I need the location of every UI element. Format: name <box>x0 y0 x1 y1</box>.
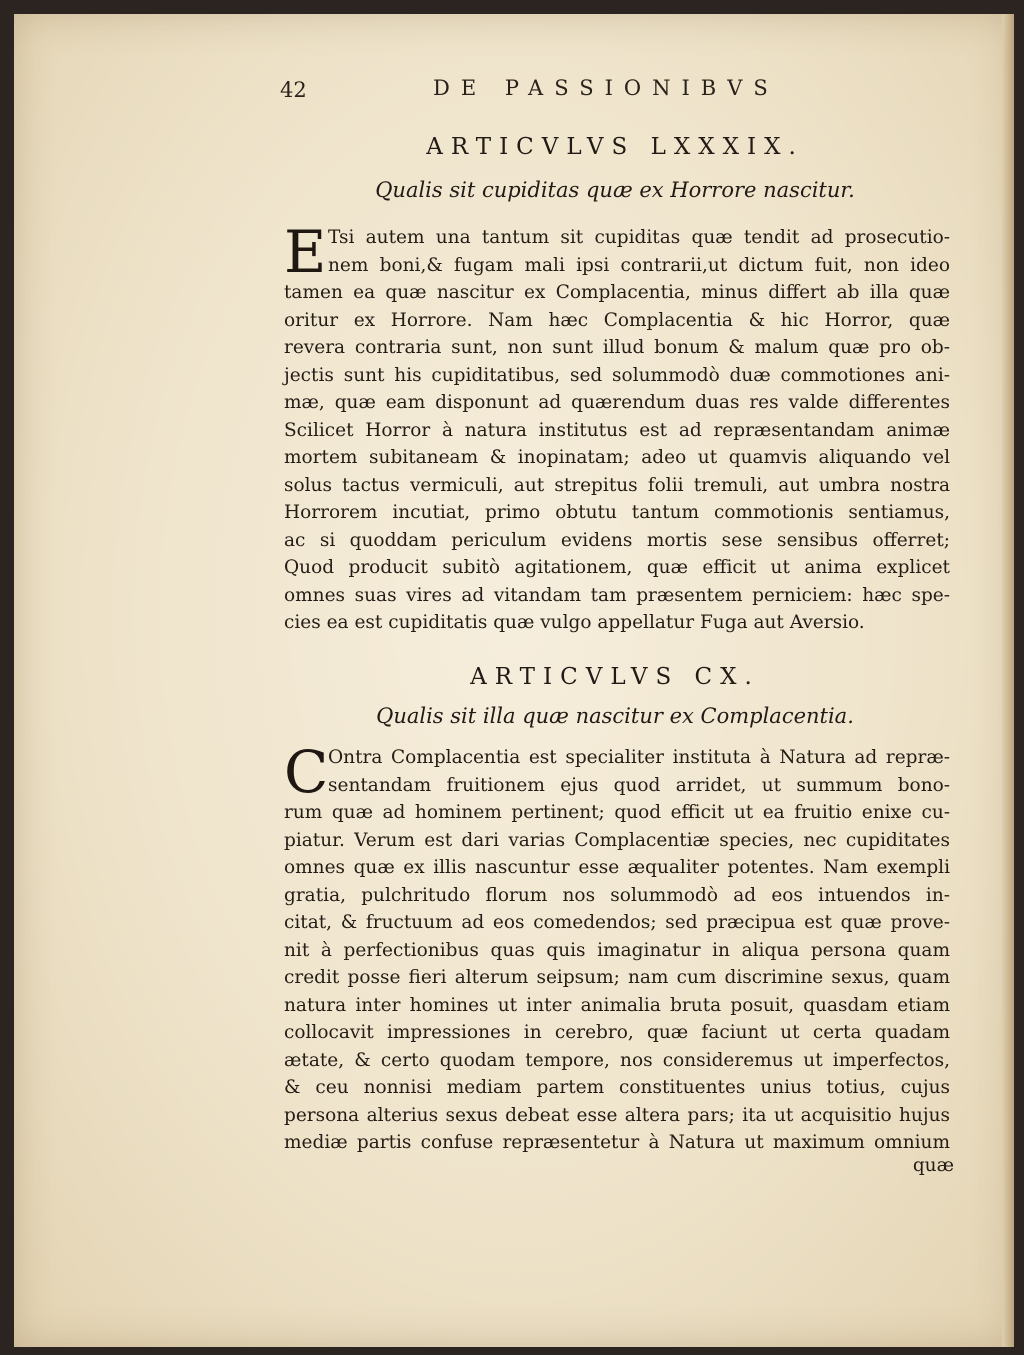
body-line: omnes suas vires ad vitandam tam præsentem perniciem: hæc spe- <box>284 584 950 606</box>
body-line: solus tactus vermiculi, aut strepitus folii tremuli, aut umbra nostra <box>284 474 950 496</box>
drop-cap: E <box>284 218 327 286</box>
body-line: mæ, quæ eam disponunt ad quærendum duas res valde differentes <box>284 392 950 413</box>
body-line: nit à perfectionibus quas quis imaginatur in aliqua persona quam <box>284 939 950 961</box>
body-line: Ontra Complacentia est specialiter instituta à Natura ad repræ- <box>328 747 950 768</box>
body-line: Tsi autem una tantum sit cupiditas quæ tendit ad prosecutio- <box>328 227 950 248</box>
body-line: gratia, pulchritudo florum nos solummodò ad eos intuendos in- <box>284 884 950 906</box>
body-line: mediæ partis confuse repræsentetur à Natura ut maximum omnium <box>284 1132 950 1153</box>
body-line: natura inter homines ut inter animalia bruta posuit, quasdam etiam <box>284 994 950 1016</box>
body-line: ac si quoddam periculum evidens mortis sese sensibus offerret; <box>284 529 950 551</box>
body-line: Quod producit subitò agitationem, quæ efficit ut anima explicet <box>284 557 950 578</box>
body-line: revera contraria sunt, non sunt illud bonum & malum quæ pro ob- <box>284 337 950 358</box>
body-line: piatur. Verum est dari varias Complacentiæ species, nec cupiditates <box>284 829 950 851</box>
running-title: DE PASSIONIBVS <box>433 76 779 100</box>
body-line: tamen ea quæ nascitur ex Complacentia, minus differt ab illa quæ <box>284 282 950 303</box>
body-line: jectis sunt his cupiditatibus, sed solummodò duæ commotiones ani- <box>284 364 950 386</box>
page-edge <box>1002 14 1014 1347</box>
body-line: nem boni,& fugam mali ipsi contrarii,ut dictum fuit, non ideo <box>328 254 950 276</box>
body-line: cies ea est cupiditatis quæ vulgo appellatur Fuga aut Aversio. <box>284 612 865 633</box>
drop-cap: C <box>284 738 329 806</box>
catchword: quæ <box>912 1155 954 1176</box>
article-subtitle-89: Qualis sit cupiditas quæ ex Horrore nascitur. <box>375 178 855 202</box>
body-line: persona alterius sexus debeat esse altera pars; ita ut acquisitio hujus <box>284 1104 950 1126</box>
body-line: oritur ex Horrore. Nam hæc Complacentia & hic Horror, quæ <box>284 309 950 331</box>
body-line: mortem subitaneam & inopinatam; adeo ut quamvis aliquando vel <box>284 447 950 468</box>
body-line: ætate, & certo quodam tempore, nos consideremus ut imperfectos, <box>284 1049 950 1071</box>
article-subtitle-110: Qualis sit illa quæ nascitur ex Complacentia. <box>376 704 854 728</box>
article-body-89 <box>284 218 950 637</box>
body-line: sentandam fruitionem ejus quod arridet, ut summum bono- <box>328 774 950 796</box>
body-line: credit posse fieri alterum seipsum; nam cum discrimine sexus, quam <box>284 967 950 988</box>
article-heading-110: ARTICVLVS CX. <box>470 664 760 690</box>
page-header <box>268 74 808 104</box>
article-body-110 <box>284 738 950 1157</box>
body-line: collocavit impressiones in cerebro, quæ faciunt ut certa quadam <box>284 1022 950 1043</box>
body-line: citat, & fructuum ad eos comedendos; sed præcipua est quæ prove- <box>284 912 950 933</box>
body-line: omnes quæ ex illis nascuntur esse æqualiter potentes. Nam exempli <box>284 857 950 878</box>
body-line: Scilicet Horror à natura institutus est ad repræsentandam animæ <box>284 419 950 441</box>
body-line: rum quæ ad hominem pertinent; quod efficit ut ea fruitio enixe cu- <box>284 802 950 823</box>
page-number: 42 <box>280 78 307 102</box>
article-heading-89: ARTICVLVS LXXXIX. <box>426 134 804 160</box>
body-line: Horrorem incutiat, primo obtutu tantum commotionis sentiamus, <box>284 502 950 523</box>
body-line: & ceu nonnisi mediam partem constituentes unius totius, cujus <box>284 1077 950 1098</box>
